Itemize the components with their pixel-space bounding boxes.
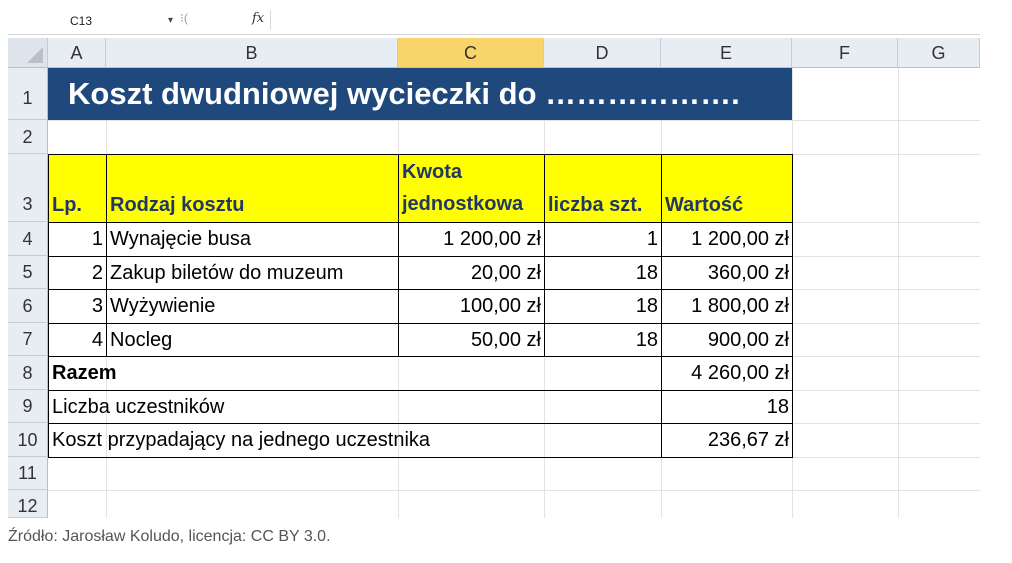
header-kwota-line2: jednostkowa	[402, 193, 524, 215]
razem-label[interactable]: Razem	[48, 356, 662, 391]
item-4-rodzaj[interactable]: Nocleg	[106, 323, 399, 357]
row-header-7[interactable]: 7	[8, 323, 48, 356]
header-kwota-jednostkowa[interactable]	[398, 154, 545, 223]
item-2-wartosc[interactable]: 360,00 zł	[661, 256, 793, 290]
formula-bar-divider-icon: ⁝(	[180, 11, 188, 25]
item-3-wartosc[interactable]: 1 800,00 zł	[661, 289, 793, 324]
header-rodzaj-kosztu[interactable]: Rodzaj kosztu	[106, 154, 399, 223]
formula-bar	[8, 8, 980, 35]
gridline	[898, 68, 899, 518]
formula-input[interactable]	[270, 10, 977, 30]
item-1-kwota[interactable]: 1 200,00 zł	[398, 222, 545, 257]
item-2-lp[interactable]: 2	[48, 256, 107, 290]
header-liczba-szt[interactable]: liczba szt.	[544, 154, 662, 223]
uczestnicy-value[interactable]: 18	[661, 390, 793, 424]
column-header-e[interactable]: E	[661, 38, 792, 68]
item-4-liczba[interactable]: 18	[544, 323, 662, 357]
row-header-3[interactable]: 3	[8, 154, 48, 222]
column-header-c[interactable]: C	[398, 38, 544, 68]
item-4-wartosc[interactable]: 900,00 zł	[661, 323, 793, 357]
row-header-6[interactable]: 6	[8, 289, 48, 323]
header-wartosc[interactable]: Wartość	[661, 154, 793, 223]
row-header-10[interactable]: 10	[8, 423, 48, 457]
row-header-11[interactable]: 11	[8, 457, 48, 490]
column-header-f[interactable]: F	[792, 38, 898, 68]
item-2-kwota[interactable]: 20,00 zł	[398, 256, 545, 290]
row-header-12[interactable]: 12	[8, 490, 48, 518]
item-1-liczba[interactable]: 1	[544, 222, 662, 257]
item-3-liczba[interactable]: 18	[544, 289, 662, 324]
item-4-kwota[interactable]: 50,00 zł	[398, 323, 545, 357]
row-header-1[interactable]: 1	[8, 68, 48, 120]
item-3-rodzaj[interactable]: Wyżywienie	[106, 289, 399, 324]
item-4-lp[interactable]: 4	[48, 323, 107, 357]
row-header-9[interactable]: 9	[8, 390, 48, 423]
column-header-a[interactable]: A	[48, 38, 106, 68]
gridline	[48, 120, 980, 121]
koszt-value[interactable]: 236,67 zł	[661, 423, 793, 458]
name-box[interactable]	[12, 12, 174, 30]
table-title[interactable]: Koszt dwudniowej wycieczki do ……………….	[48, 68, 792, 120]
item-1-rodzaj[interactable]: Wynajęcie busa	[106, 222, 399, 257]
item-1-wartosc[interactable]: 1 200,00 zł	[661, 222, 793, 257]
row-header-2[interactable]: 2	[8, 120, 48, 154]
item-2-rodzaj[interactable]: Zakup biletów do muzeum	[106, 256, 399, 290]
razem-value[interactable]: 4 260,00 zł	[661, 356, 793, 391]
select-all-button[interactable]	[8, 38, 48, 68]
chevron-down-icon[interactable]: ▾	[168, 15, 174, 26]
koszt-label[interactable]: Koszt przypadający na jednego uczestnika	[48, 423, 662, 458]
row-header-5[interactable]: 5	[8, 256, 48, 289]
name-box-value: C13	[70, 14, 93, 28]
column-header-g[interactable]: G	[898, 38, 980, 68]
column-header-d[interactable]: D	[544, 38, 661, 68]
source-caption: Źródło: Jarosław Koludo, licencja: CC BY 3.0.	[8, 528, 331, 545]
gridline	[48, 490, 980, 491]
spreadsheet-grid	[8, 38, 980, 518]
header-lp[interactable]: Lp.	[48, 154, 107, 223]
item-1-lp[interactable]: 1	[48, 222, 107, 257]
header-kwota-line1: Kwota	[402, 161, 462, 183]
row-header-8[interactable]: 8	[8, 356, 48, 390]
item-3-kwota[interactable]: 100,00 zł	[398, 289, 545, 324]
row-header-4[interactable]: 4	[8, 222, 48, 256]
column-header-b[interactable]: B	[106, 38, 398, 68]
item-3-lp[interactable]: 3	[48, 289, 107, 324]
item-2-liczba[interactable]: 18	[544, 256, 662, 290]
uczestnicy-label[interactable]: Liczba uczestników	[48, 390, 662, 424]
function-icon[interactable]: fx	[252, 11, 265, 26]
